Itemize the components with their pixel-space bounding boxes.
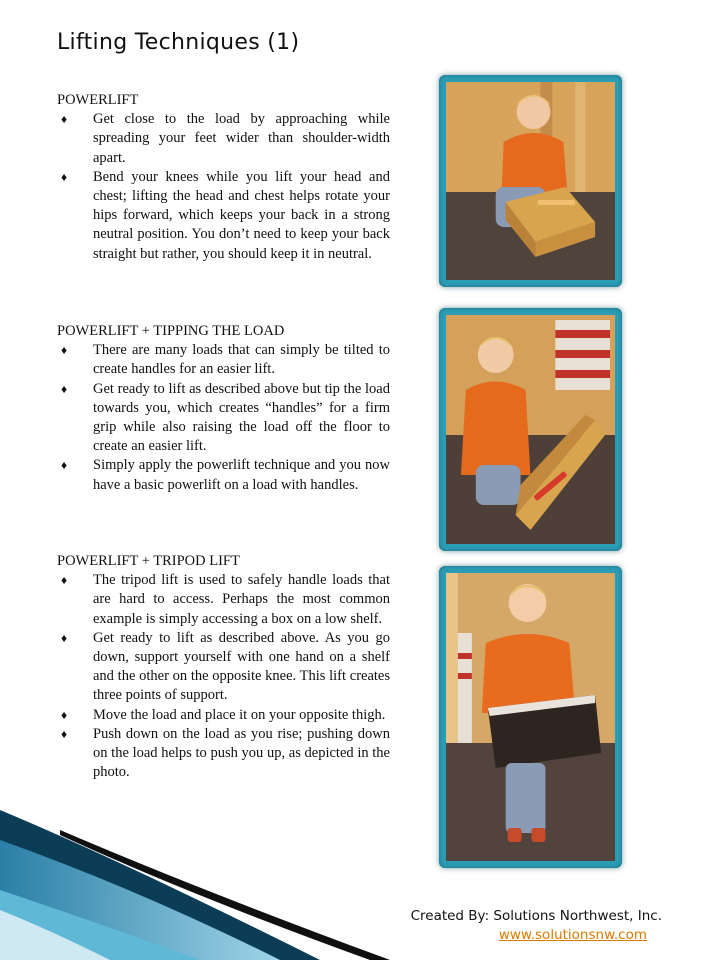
- bullet-list: [57, 341, 390, 495]
- footer-website-link[interactable]: www.solutionsnw.com: [498, 927, 647, 943]
- diamond-bullet-icon: ♦: [60, 458, 68, 473]
- diamond-bullet-icon: ♦: [60, 169, 68, 184]
- list-item: ♦ There are many loads that can simply be tilted to create handles for an easier lift.: [57, 341, 390, 379]
- bullet-list: [57, 110, 390, 264]
- section-heading: POWERLIFT: [57, 92, 139, 108]
- section-tripod-lift: [57, 552, 390, 782]
- page-title: Lifting Techniques (1): [57, 30, 300, 55]
- bullet-list: [57, 571, 390, 782]
- child-tipping-box-illustration: [446, 315, 615, 544]
- diamond-bullet-icon: ♦: [60, 381, 68, 396]
- list-item: ♦ Push down on the load as you rise; pushing down on the load helps to push you up, as depicted in the photo.: [57, 725, 390, 783]
- diamond-bullet-icon: ♦: [60, 707, 68, 722]
- list-item: ♦ Get ready to lift as described above but tip the load towards you, which creates “handles” for a firm grip while also raising the load off the floor to create an easier lift.: [57, 380, 390, 457]
- diamond-bullet-icon: ♦: [60, 343, 68, 358]
- section-powerlift: [57, 91, 390, 264]
- photo-powerlift: [439, 75, 622, 287]
- child-lifting-box-illustration: [446, 82, 615, 280]
- diamond-bullet-icon: ♦: [60, 112, 68, 127]
- footer-created-by: Created By: Solutions Northwest, Inc.: [410, 908, 662, 924]
- list-item: ♦ The tripod lift is used to safely handle loads that are hard to access. Perhaps the most common example is simply accessing a box on a low shelf.: [57, 571, 390, 629]
- list-item: ♦ Get ready to lift as described above. As you go down, support yourself with one hand on a shelf and the other on the opposite knee. This lift creates three points of support.: [57, 629, 390, 706]
- section-heading: POWERLIFT + TRIPOD LIFT: [57, 553, 240, 569]
- photo-image: [446, 82, 615, 280]
- diamond-bullet-icon: ♦: [60, 726, 68, 741]
- photo-image: [446, 315, 615, 544]
- list-item: ♦ Simply apply the powerlift technique and you now have a basic powerlift on a load with handles.: [57, 456, 390, 494]
- section-heading: POWERLIFT + TIPPING THE LOAD: [57, 323, 285, 339]
- section-tipping-the-load: [57, 322, 390, 495]
- list-item: ♦ Get close to the load by approaching while spreading your feet wider than shoulder-width apart.: [57, 110, 390, 168]
- list-item: ♦ Move the load and place it on your opposite thigh.: [57, 706, 390, 725]
- diamond-bullet-icon: ♦: [60, 630, 68, 645]
- photo-tipping-the-load: [439, 308, 622, 551]
- diamond-bullet-icon: ♦: [60, 573, 68, 588]
- list-item: ♦ Bend your knees while you lift your head and chest; lifting the head and chest helps rotate your hips forward, which keeps your back in a strong neutral position. You don’t need to keep your back straight but rather, you should keep it in neutral.: [57, 168, 390, 264]
